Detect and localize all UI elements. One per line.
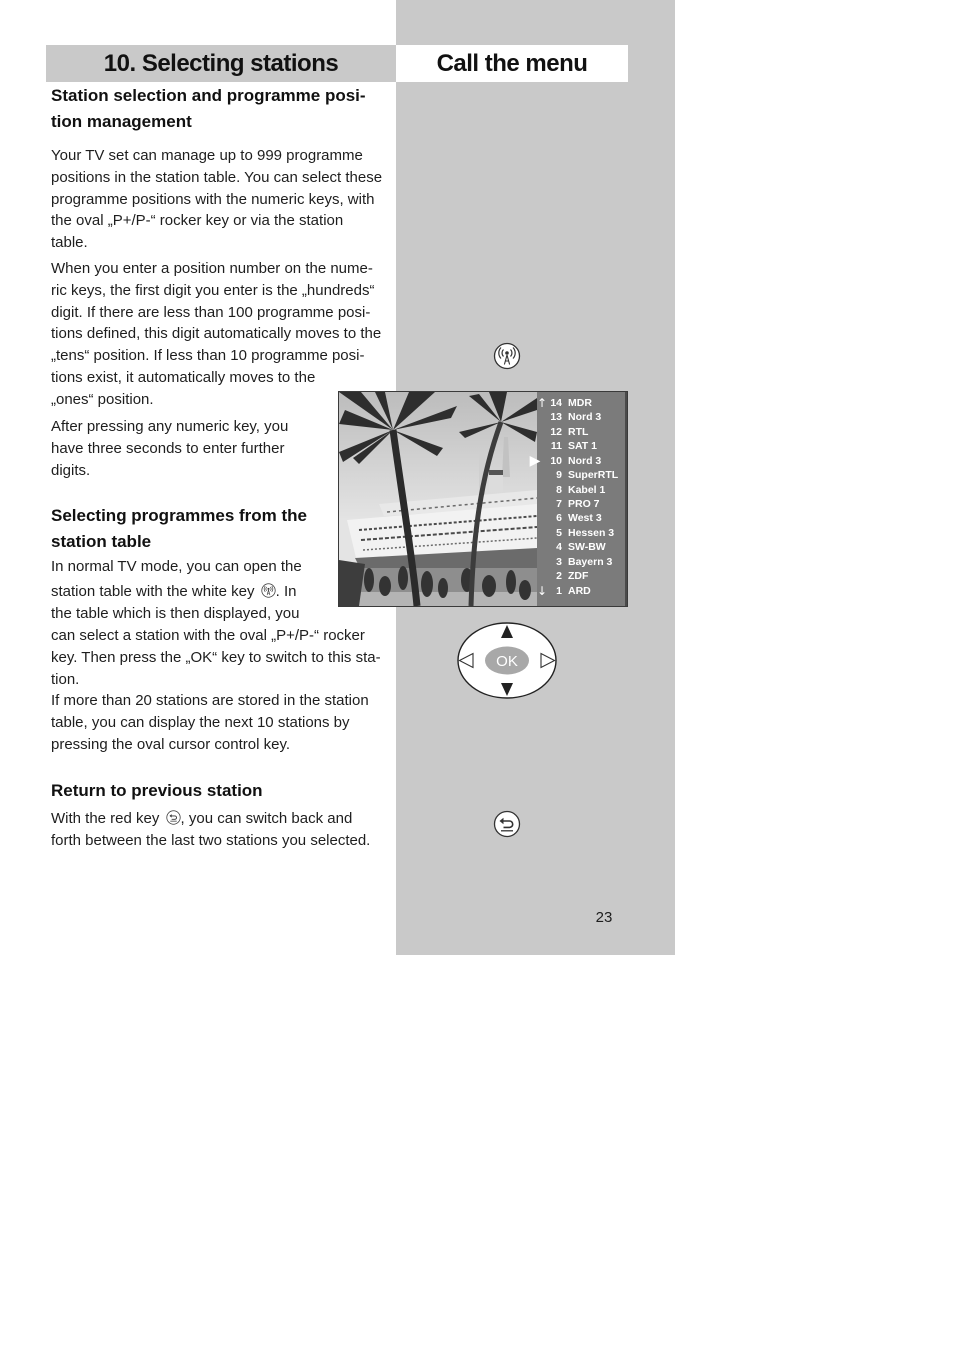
return-key-icon xyxy=(166,810,181,825)
text-line: can select a station with the oval „P+/P-“ rocker xyxy=(51,627,365,644)
text-line: digits. xyxy=(51,461,91,479)
station-row xyxy=(537,468,625,482)
text-line: „ones“ position. xyxy=(51,390,154,408)
paragraph-open-table xyxy=(51,556,381,691)
station-row xyxy=(537,497,625,511)
heading-line: station table xyxy=(51,532,152,551)
station-name: West 3 xyxy=(568,512,602,525)
text-line: table. xyxy=(51,234,88,252)
text-line-with-icon xyxy=(51,808,370,830)
paragraph-capacity xyxy=(51,145,382,254)
station-number: 11 xyxy=(550,440,562,453)
text-line: programme positions with the numeric keys, with xyxy=(51,190,375,208)
heading-line: Selecting programmes from the xyxy=(51,506,308,525)
return-key-icon xyxy=(493,810,521,838)
paragraph-digit-entry xyxy=(51,258,381,411)
text-line: Your TV set can manage up to 999 programme xyxy=(51,147,363,164)
station-number: 7 xyxy=(556,497,562,510)
station-name: Kabel 1 xyxy=(568,483,606,496)
station-row xyxy=(537,526,625,540)
text-segment: . In xyxy=(275,583,297,600)
text-line: have three seconds to enter further xyxy=(51,439,285,457)
station-row xyxy=(537,483,625,497)
text-line: pressing the oval cursor control key. xyxy=(51,736,290,753)
station-row xyxy=(537,540,625,554)
text-line: In normal TV mode, you can open the xyxy=(51,558,302,575)
station-number: 13 xyxy=(550,411,562,424)
heading-return-previous xyxy=(51,778,263,804)
station-row xyxy=(537,439,625,453)
antenna-key-icon xyxy=(261,583,276,598)
chapter-title-bar xyxy=(46,45,396,82)
station-number: 2 xyxy=(556,570,562,583)
text-line: If more than 20 stations are stored in the station xyxy=(51,692,369,709)
station-name: RTL xyxy=(568,425,589,438)
station-name: SW-BW xyxy=(568,541,606,554)
paragraph-timeout xyxy=(51,416,288,481)
scroll-up-arrow-icon: ↑ xyxy=(537,395,548,410)
station-name: Nord 3 xyxy=(568,454,602,467)
text-line: tions exist, it automatically moves to the xyxy=(51,368,316,386)
text-line: When you enter a position number on the nume- xyxy=(51,260,373,277)
station-name: MDR xyxy=(568,396,592,409)
station-number: 14 xyxy=(550,396,562,409)
scroll-down-arrow-icon: ↓ xyxy=(537,583,548,598)
heading-station-table xyxy=(51,503,307,555)
station-name: PRO 7 xyxy=(568,497,600,510)
text-line: „tens“ position. If less than 10 programme posi- xyxy=(51,347,365,365)
tv-screen xyxy=(338,391,628,607)
station-row xyxy=(537,555,625,569)
station-row xyxy=(537,396,625,410)
station-name: ZDF xyxy=(568,570,589,583)
station-number: 4 xyxy=(556,541,562,554)
station-number: 3 xyxy=(556,555,562,568)
heading-station-selection xyxy=(51,83,366,135)
page-number: 23 xyxy=(595,909,613,926)
text-line: digit. If there are less than 100 programme posi- xyxy=(51,303,371,321)
text-line: forth between the last two stations you selected. xyxy=(51,832,371,849)
station-number: 8 xyxy=(556,483,562,496)
station-number: 1 xyxy=(556,584,562,597)
station-row xyxy=(537,584,625,598)
station-row xyxy=(529,452,625,469)
text-line: the table which is then displayed, you xyxy=(51,605,300,622)
heading-line: Station selection and programme posi- xyxy=(51,86,366,105)
station-row xyxy=(537,410,625,424)
selected-station-arrow-icon: ▶ xyxy=(529,452,541,469)
station-number: 6 xyxy=(556,512,562,525)
antenna-key-icon xyxy=(493,342,521,370)
station-name: Bayern 3 xyxy=(568,555,613,568)
chapter-title: 10. Selecting stations xyxy=(103,49,339,77)
ok-key-label: OK xyxy=(496,653,518,670)
station-list xyxy=(529,392,627,606)
text-line: After pressing any numeric key, you xyxy=(51,418,289,435)
text-segment: , you can switch back and xyxy=(180,810,353,827)
station-name: Hessen 3 xyxy=(568,526,615,539)
oval-cursor-key-icon xyxy=(457,622,557,699)
heading-line: Return to previous station xyxy=(51,781,263,800)
text-line: positions in the station table. You can select these xyxy=(51,168,383,186)
station-row xyxy=(537,425,625,439)
station-name: ARD xyxy=(568,584,591,597)
text-line: ric keys, the first digit you enter is the „hundreds“ xyxy=(51,281,375,299)
station-row xyxy=(537,511,625,525)
text-segment: station table with the white key xyxy=(51,583,259,600)
text-line: key. Then press the „OK“ key to switch to this sta- xyxy=(51,649,381,666)
text-line: table, you can display the next 10 stations by xyxy=(51,714,350,731)
station-number: 9 xyxy=(556,469,562,482)
column-title-box xyxy=(396,45,628,82)
text-line: the oval „P+/P-“ rocker key or via the station xyxy=(51,212,344,230)
station-name: SuperRTL xyxy=(568,469,619,482)
heading-line: tion management xyxy=(51,112,192,131)
text-line: tions defined, this digit automatically moves to the xyxy=(51,325,382,343)
text-segment: With the red key xyxy=(51,810,164,827)
station-number: 5 xyxy=(556,526,562,539)
station-name: Nord 3 xyxy=(568,411,602,424)
paragraph-next-stations xyxy=(51,690,369,756)
station-row xyxy=(537,569,625,583)
column-title: Call the menu xyxy=(436,49,588,77)
text-line-with-icon xyxy=(51,581,381,603)
station-number: 10 xyxy=(550,454,562,467)
station-number: 12 xyxy=(550,425,562,438)
paragraph-return-key xyxy=(51,808,370,852)
station-name: SAT 1 xyxy=(568,440,597,453)
text-line: tion. xyxy=(51,671,80,688)
